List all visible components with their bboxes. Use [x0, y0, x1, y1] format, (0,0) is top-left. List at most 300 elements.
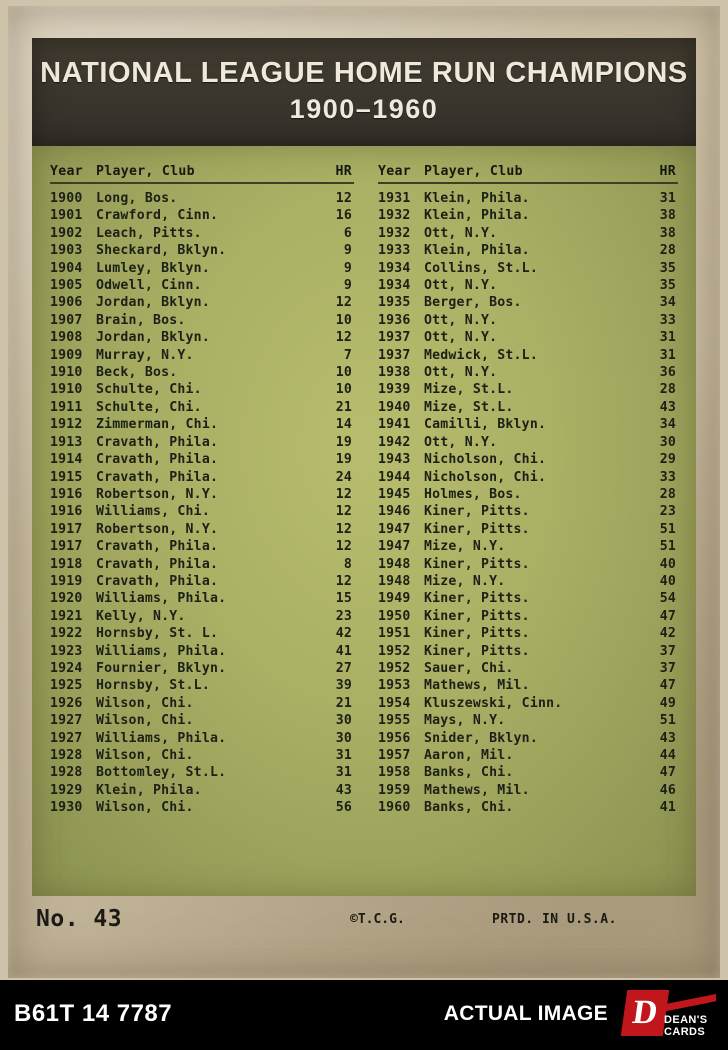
table-row — [378, 381, 678, 398]
cell-hr: 38 — [659, 208, 676, 224]
cell-year: 1957 — [378, 748, 411, 763]
cell-player-club: Mize, N.Y. — [424, 573, 506, 589]
cell-hr: 40 — [659, 556, 676, 572]
cell-player-club: Leach, Pitts. — [96, 225, 202, 241]
deans-cards-logo[interactable] — [616, 988, 720, 1042]
cell-player-club: Sheckard, Bklyn. — [96, 243, 227, 259]
cell-year: 1904 — [50, 260, 83, 276]
cell-year: 1950 — [378, 608, 411, 624]
cell-player-club: Wilson, Chi. — [96, 695, 194, 711]
cell-year: 1910 — [50, 382, 83, 398]
cell-year: 1952 — [378, 660, 411, 676]
cell-hr: 49 — [659, 695, 676, 711]
cell-hr: 47 — [659, 765, 676, 781]
table-row — [378, 190, 678, 207]
table-row — [378, 556, 678, 573]
home-run-table-right — [378, 164, 678, 817]
cell-player-club: Odwell, Cinn. — [96, 278, 202, 294]
cell-year: 1924 — [50, 660, 83, 676]
col-header-hr: HR — [318, 164, 354, 183]
cell-player-club: Williams, Phila. — [96, 591, 227, 607]
cell-year: 1959 — [378, 782, 411, 798]
cell-player-club: Klein, Phila. — [424, 191, 530, 206]
cell-hr: 19 — [335, 434, 352, 450]
cell-hr: 33 — [659, 469, 676, 485]
table-row — [378, 677, 678, 694]
cell-year: 1914 — [50, 452, 83, 468]
cell-year: 1900 — [50, 191, 83, 206]
cell-player-club: Klein, Phila. — [96, 782, 202, 798]
cell-hr: 33 — [659, 312, 676, 328]
cell-hr: 21 — [335, 695, 352, 711]
cell-player-club: Kiner, Pitts. — [424, 504, 530, 520]
table-row — [50, 747, 354, 764]
cell-hr: 31 — [335, 748, 352, 763]
cell-player-club: Camilli, Bklyn. — [424, 417, 547, 433]
cell-player-club: Mathews, Mil. — [424, 782, 530, 798]
table-row — [50, 207, 354, 224]
table-row — [378, 712, 678, 729]
cell-player-club: Banks, Chi. — [424, 800, 514, 816]
table-row — [378, 242, 678, 259]
table-row — [50, 294, 354, 311]
table-row — [378, 747, 678, 764]
cell-year: 1954 — [378, 695, 411, 711]
cell-player-club: Williams, Phila. — [96, 643, 227, 659]
cell-hr: 54 — [659, 591, 676, 607]
table-row — [378, 347, 678, 364]
cell-hr: 30 — [659, 434, 676, 450]
cell-hr: 40 — [659, 573, 676, 589]
table-row — [50, 590, 354, 607]
table-row — [378, 799, 678, 816]
cell-player-club: Williams, Chi. — [96, 504, 210, 520]
cell-hr: 12 — [335, 486, 352, 502]
cell-player-club: Beck, Bos. — [96, 365, 178, 381]
cell-player-club: Brain, Bos. — [96, 312, 186, 328]
cell-year: 1948 — [378, 573, 411, 589]
cell-hr: 12 — [335, 330, 352, 346]
cell-player-club: Klein, Phila. — [424, 243, 530, 259]
table-row — [378, 434, 678, 451]
cell-hr: 29 — [659, 452, 676, 468]
cell-player-club: Wilson, Chi. — [96, 713, 194, 729]
cell-year: 1953 — [378, 678, 411, 694]
table-row — [378, 573, 678, 590]
cell-year: 1902 — [50, 225, 83, 241]
logo-letter: D — [621, 990, 669, 1036]
cell-player-club: Cravath, Phila. — [96, 573, 219, 589]
table-header-row — [50, 164, 354, 183]
table-row — [378, 538, 678, 555]
cell-player-club: Jordan, Bklyn. — [96, 330, 210, 346]
cell-player-club: Kiner, Pitts. — [424, 608, 530, 624]
table-row — [50, 347, 354, 364]
cell-player-club: Ott, N.Y. — [424, 225, 498, 241]
cell-player-club: Cravath, Phila. — [96, 556, 219, 572]
cell-hr: 37 — [659, 643, 676, 659]
cell-player-club: Zimmerman, Chi. — [96, 417, 219, 433]
cell-hr: 34 — [659, 417, 676, 433]
cell-hr: 15 — [335, 591, 352, 607]
table-row — [50, 486, 354, 503]
cell-hr: 35 — [659, 260, 676, 276]
cell-year: 1925 — [50, 678, 83, 694]
cell-hr: 10 — [335, 312, 352, 328]
cell-player-club: Aaron, Mil. — [424, 748, 514, 763]
table-row — [378, 782, 678, 799]
cell-player-club: Mize, St.L. — [424, 399, 514, 415]
cell-year: 1906 — [50, 295, 83, 311]
cell-year: 1915 — [50, 469, 83, 485]
cell-player-club: Bottomley, St.L. — [96, 765, 227, 781]
cell-hr: 7 — [343, 347, 352, 363]
cell-year: 1935 — [378, 295, 411, 311]
cell-player-club: Robertson, N.Y. — [96, 486, 219, 502]
cell-hr: 10 — [335, 382, 352, 398]
table-row — [378, 730, 678, 747]
cell-hr: 12 — [335, 191, 352, 206]
cell-year: 1944 — [378, 469, 411, 485]
cell-player-club: Kiner, Pitts. — [424, 626, 530, 642]
table-row — [50, 260, 354, 277]
cell-player-club: Nicholson, Chi. — [424, 452, 547, 468]
cell-year: 1912 — [50, 417, 83, 433]
logo-wordmark: DEAN'S CARDS — [664, 1014, 708, 1038]
table-spacer — [50, 183, 354, 190]
cell-year: 1903 — [50, 243, 83, 259]
cell-year: 1948 — [378, 556, 411, 572]
cell-player-club: Banks, Chi. — [424, 765, 514, 781]
cell-year: 1905 — [50, 278, 83, 294]
cell-year: 1920 — [50, 591, 83, 607]
card-footer — [32, 896, 696, 952]
cell-year: 1958 — [378, 765, 411, 781]
cell-year: 1943 — [378, 452, 411, 468]
table-row — [50, 277, 354, 294]
cell-hr: 47 — [659, 608, 676, 624]
cell-hr: 31 — [659, 330, 676, 346]
cell-year: 1916 — [50, 504, 83, 520]
cell-hr: 43 — [659, 730, 676, 746]
cell-player-club: Wilson, Chi. — [96, 748, 194, 763]
cell-player-club: Cravath, Phila. — [96, 539, 219, 555]
cell-player-club: Ott, N.Y. — [424, 330, 498, 346]
card-header-band — [32, 38, 696, 146]
table-row — [50, 242, 354, 259]
table-body-left — [50, 183, 354, 817]
cell-player-club: Cravath, Phila. — [96, 434, 219, 450]
cell-year: 1951 — [378, 626, 411, 642]
cell-year: 1937 — [378, 347, 411, 363]
table-row — [50, 556, 354, 573]
cell-year: 1934 — [378, 278, 411, 294]
cell-player-club: Holmes, Bos. — [424, 486, 522, 502]
cell-year: 1910 — [50, 365, 83, 381]
table-row — [50, 521, 354, 538]
cell-hr: 12 — [335, 573, 352, 589]
cell-hr: 43 — [659, 399, 676, 415]
col-header-hr: HR — [642, 164, 678, 183]
table-row — [378, 399, 678, 416]
table-row — [50, 730, 354, 747]
cell-year: 1932 — [378, 208, 411, 224]
cell-player-club: Hornsby, St. L. — [96, 626, 219, 642]
table-row — [378, 764, 678, 781]
table-row — [378, 225, 678, 242]
table-row — [378, 643, 678, 660]
cell-year: 1919 — [50, 573, 83, 589]
cell-year: 1921 — [50, 608, 83, 624]
cell-hr: 14 — [335, 417, 352, 433]
cell-hr: 9 — [343, 243, 352, 259]
stats-column-left — [50, 164, 364, 896]
cell-hr: 19 — [335, 452, 352, 468]
cell-hr: 23 — [659, 504, 676, 520]
cell-hr: 23 — [335, 608, 352, 624]
cell-player-club: Fournier, Bklyn. — [96, 660, 227, 676]
cell-year: 1934 — [378, 260, 411, 276]
table-row — [50, 190, 354, 207]
cell-hr: 31 — [335, 765, 352, 781]
cell-player-club: Kiner, Pitts. — [424, 643, 530, 659]
cell-year: 1947 — [378, 521, 411, 537]
cell-hr: 24 — [335, 469, 352, 485]
table-row — [378, 660, 678, 677]
cell-year: 1928 — [50, 748, 83, 763]
table-body-right — [378, 183, 678, 817]
cell-hr: 30 — [335, 713, 352, 729]
col-header-year: Year — [378, 164, 424, 183]
table-row — [50, 643, 354, 660]
cell-player-club: Kiner, Pitts. — [424, 556, 530, 572]
cell-player-club: Mize, N.Y. — [424, 539, 506, 555]
logo-swoosh-icon — [662, 994, 716, 1012]
cell-hr: 34 — [659, 295, 676, 311]
cell-hr: 12 — [335, 539, 352, 555]
cell-player-club: Kluszewski, Cinn. — [424, 695, 563, 711]
cell-hr: 12 — [335, 504, 352, 520]
table-row — [378, 590, 678, 607]
cell-hr: 46 — [659, 782, 676, 798]
cell-year: 1929 — [50, 782, 83, 798]
cell-player-club: Murray, N.Y. — [96, 347, 194, 363]
cell-year: 1911 — [50, 399, 83, 415]
cell-year: 1928 — [50, 765, 83, 781]
table-row — [50, 399, 354, 416]
cell-player-club: Kelly, N.Y. — [96, 608, 186, 624]
copyright-notice: ©T.C.G. — [350, 912, 405, 927]
table-row — [50, 451, 354, 468]
cell-year: 1942 — [378, 434, 411, 450]
cell-player-club: Lumley, Bklyn. — [96, 260, 210, 276]
bottom-info-bar — [0, 980, 728, 1050]
cell-year: 1955 — [378, 713, 411, 729]
cell-hr: 21 — [335, 399, 352, 415]
cell-hr: 42 — [659, 626, 676, 642]
cell-year: 1936 — [378, 312, 411, 328]
cell-hr: 8 — [343, 556, 352, 572]
table-row — [50, 469, 354, 486]
cell-hr: 10 — [335, 365, 352, 381]
cell-year: 1917 — [50, 521, 83, 537]
stats-columns — [32, 146, 696, 896]
cell-year: 1916 — [50, 486, 83, 502]
table-row — [50, 434, 354, 451]
cell-year: 1940 — [378, 399, 411, 415]
cell-player-club: Long, Bos. — [96, 191, 178, 206]
table-row — [50, 660, 354, 677]
cell-year: 1946 — [378, 504, 411, 520]
cell-player-club: Mays, N.Y. — [424, 713, 506, 729]
cell-year: 1952 — [378, 643, 411, 659]
page-subtitle: 1900–1960 — [289, 94, 439, 124]
cell-player-club: Wilson, Chi. — [96, 800, 194, 816]
cell-hr: 51 — [659, 713, 676, 729]
cell-player-club: Sauer, Chi. — [424, 660, 514, 676]
cell-hr: 51 — [659, 521, 676, 537]
cell-player-club: Schulte, Chi. — [96, 382, 202, 398]
cell-player-club: Crawford, Cinn. — [96, 208, 219, 224]
home-run-table-left — [50, 164, 354, 817]
cell-player-club: Mathews, Mil. — [424, 678, 530, 694]
table-row — [378, 521, 678, 538]
cell-year: 1932 — [378, 225, 411, 241]
cell-hr: 39 — [335, 678, 352, 694]
card-number: No. 43 — [36, 906, 123, 932]
cell-player-club: Ott, N.Y. — [424, 365, 498, 381]
cell-hr: 6 — [343, 225, 352, 241]
cell-year: 1938 — [378, 365, 411, 381]
cell-year: 1927 — [50, 713, 83, 729]
actual-image-label: ACTUAL IMAGE — [443, 1002, 608, 1025]
cell-player-club: Mize, St.L. — [424, 382, 514, 398]
cell-hr: 42 — [335, 626, 352, 642]
cell-hr: 12 — [335, 521, 352, 537]
table-row — [50, 312, 354, 329]
cell-year: 1930 — [50, 800, 83, 816]
table-row — [50, 608, 354, 625]
cell-player-club: Cravath, Phila. — [96, 469, 219, 485]
cell-hr: 56 — [335, 800, 352, 816]
table-row — [378, 207, 678, 224]
baseball-card-back — [8, 6, 720, 978]
cell-player-club: Robertson, N.Y. — [96, 521, 219, 537]
cell-year: 1931 — [378, 191, 411, 206]
cell-player-club: Berger, Bos. — [424, 295, 522, 311]
cell-player-club: Hornsby, St.L. — [96, 678, 210, 694]
cell-hr: 28 — [659, 243, 676, 259]
cell-year: 1956 — [378, 730, 411, 746]
cell-year: 1927 — [50, 730, 83, 746]
cell-player-club: Ott, N.Y. — [424, 278, 498, 294]
cell-year: 1923 — [50, 643, 83, 659]
cell-hr: 43 — [335, 782, 352, 798]
table-row — [50, 329, 354, 346]
table-row — [378, 329, 678, 346]
cell-hr: 28 — [659, 486, 676, 502]
cell-hr: 9 — [343, 260, 352, 276]
cell-hr: 12 — [335, 295, 352, 311]
cell-year: 1922 — [50, 626, 83, 642]
cell-player-club: Schulte, Chi. — [96, 399, 202, 415]
table-row — [378, 695, 678, 712]
cell-hr: 47 — [659, 678, 676, 694]
table-row — [378, 608, 678, 625]
table-row — [378, 625, 678, 642]
cell-hr: 35 — [659, 278, 676, 294]
table-header-row — [378, 164, 678, 183]
table-row — [50, 225, 354, 242]
cell-hr: 31 — [659, 191, 676, 206]
cell-player-club: Kiner, Pitts. — [424, 521, 530, 537]
stats-body — [32, 146, 696, 896]
cell-hr: 44 — [659, 748, 676, 763]
cell-player-club: Cravath, Phila. — [96, 452, 219, 468]
col-header-player-club: Player, Club — [424, 164, 642, 183]
cell-hr: 16 — [335, 208, 352, 224]
table-row — [378, 469, 678, 486]
cell-year: 1960 — [378, 800, 411, 816]
cell-hr: 41 — [335, 643, 352, 659]
table-row — [50, 677, 354, 694]
table-row — [50, 695, 354, 712]
table-row — [378, 503, 678, 520]
cell-hr: 31 — [659, 347, 676, 363]
table-row — [378, 451, 678, 468]
table-row — [378, 416, 678, 433]
table-row — [50, 573, 354, 590]
cell-player-club: Klein, Phila. — [424, 208, 530, 224]
cell-hr: 28 — [659, 382, 676, 398]
table-row — [50, 782, 354, 799]
cell-player-club: Williams, Phila. — [96, 730, 227, 746]
cell-player-club: Kiner, Pitts. — [424, 591, 530, 607]
table-row — [50, 538, 354, 555]
cell-year: 1917 — [50, 539, 83, 555]
cell-year: 1941 — [378, 417, 411, 433]
table-row — [50, 381, 354, 398]
stats-column-right — [364, 164, 678, 896]
cell-year: 1918 — [50, 556, 83, 572]
table-row — [378, 312, 678, 329]
cell-player-club: Jordan, Bklyn. — [96, 295, 210, 311]
cell-player-club: Snider, Bklyn. — [424, 730, 538, 746]
print-country-notice: PRTD. IN U.S.A. — [492, 912, 617, 927]
cell-year: 1933 — [378, 243, 411, 259]
cell-hr: 30 — [335, 730, 352, 746]
table-row — [50, 416, 354, 433]
cell-player-club: Ott, N.Y. — [424, 434, 498, 450]
col-header-year: Year — [50, 164, 96, 183]
table-row — [50, 625, 354, 642]
table-row — [378, 364, 678, 381]
cell-hr: 36 — [659, 365, 676, 381]
cell-year: 1926 — [50, 695, 83, 711]
cell-hr: 51 — [659, 539, 676, 555]
cell-player-club: Nicholson, Chi. — [424, 469, 547, 485]
table-row — [378, 277, 678, 294]
cell-year: 1908 — [50, 330, 83, 346]
table-row — [50, 364, 354, 381]
cell-year: 1939 — [378, 382, 411, 398]
cell-hr: 27 — [335, 660, 352, 676]
page-title: NATIONAL LEAGUE HOME RUN CHAMPIONS — [40, 57, 688, 89]
table-spacer — [378, 183, 678, 190]
cell-year: 1945 — [378, 486, 411, 502]
cell-hr: 9 — [343, 278, 352, 294]
cell-year: 1937 — [378, 330, 411, 346]
